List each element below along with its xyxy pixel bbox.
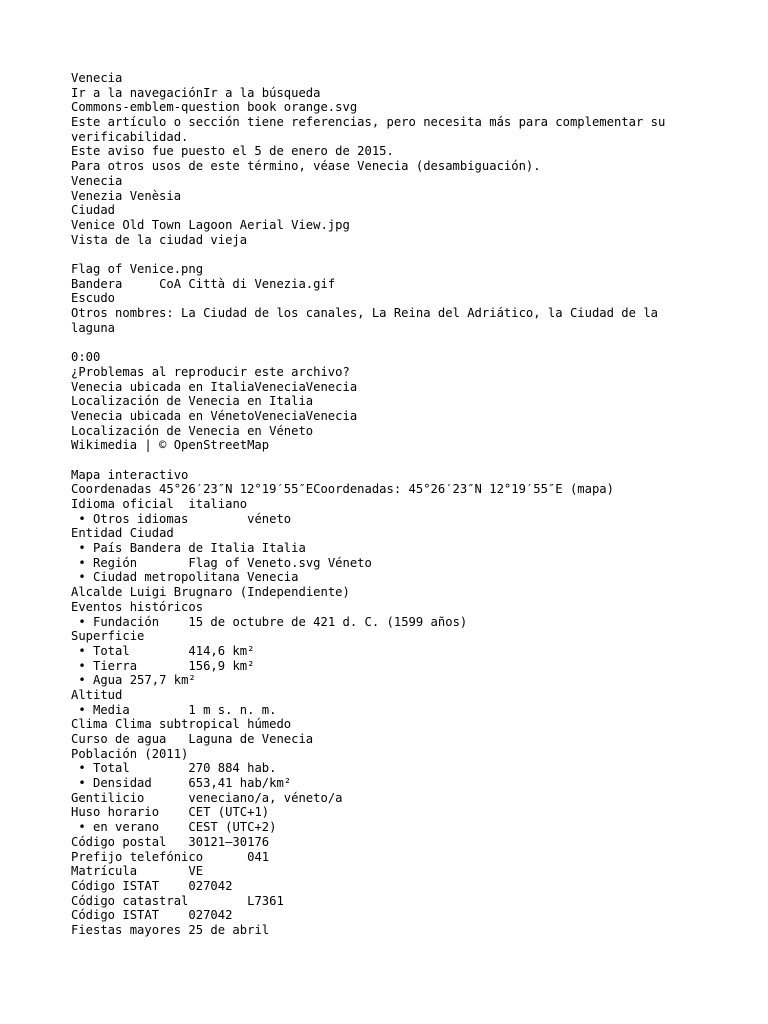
infobox-row-value: CEST (UTC+2) bbox=[188, 820, 277, 835]
infobox-row bbox=[71, 512, 768, 527]
infobox-row bbox=[71, 732, 768, 747]
infobox-row-label: Huso horario bbox=[71, 805, 160, 820]
infobox-row bbox=[71, 688, 768, 703]
infobox-row bbox=[71, 615, 768, 630]
map-attribution[interactable]: Wikimedia | © OpenStreetMap bbox=[71, 438, 270, 453]
infobox-row bbox=[71, 629, 768, 644]
infobox-row bbox=[71, 600, 768, 615]
infobox-row bbox=[71, 644, 768, 659]
infobox-row-label: • Media bbox=[71, 702, 130, 717]
notice-icon-filename: Commons-emblem-question book orange.svg bbox=[71, 100, 358, 115]
infobox-row-value: italiano bbox=[188, 497, 248, 511]
infobox-row-label: • Total bbox=[71, 643, 130, 658]
infobox-row bbox=[71, 585, 768, 600]
infobox-row-label: Alcalde bbox=[71, 585, 123, 600]
infobox-row-label: • Fundación bbox=[71, 614, 160, 629]
infobox-row-label: Gentilicio bbox=[71, 790, 145, 805]
infobox-row bbox=[71, 894, 768, 909]
infobox-row-value: Venecia bbox=[247, 570, 299, 585]
infobox-row-label: • Agua bbox=[71, 673, 123, 688]
infobox-row bbox=[71, 556, 768, 571]
infobox-row-value: 156,9 km² bbox=[188, 658, 255, 673]
infobox-row bbox=[71, 570, 768, 585]
infobox-row-label: • Región bbox=[71, 555, 138, 570]
infobox-row-label: Fiestas mayores bbox=[71, 922, 182, 937]
infobox-row-label: Entidad bbox=[71, 526, 123, 541]
other-names: Otros nombres: La Ciudad de los canales, La Reina del Adriático, la Ciudad de la laguna bbox=[71, 306, 666, 335]
infobox-row-label: Clima bbox=[71, 717, 108, 732]
infobox-row-value: véneto bbox=[247, 511, 292, 526]
infobox-row bbox=[71, 820, 768, 835]
spacer bbox=[71, 335, 768, 350]
infobox-row bbox=[71, 864, 768, 879]
infobox-row bbox=[71, 497, 768, 512]
infobox-row-value: veneciano/a, véneto/a bbox=[188, 790, 343, 805]
infobox-row-label: • en verano bbox=[71, 820, 160, 835]
skip-links[interactable]: Ir a la navegaciónIr a la búsqueda bbox=[71, 85, 321, 100]
infobox-row bbox=[71, 703, 768, 718]
infobox-row-value: 15 de octubre de 421 d. C. (1599 años) bbox=[188, 614, 468, 629]
flag-and-coa-row bbox=[71, 277, 768, 292]
infobox-row-label: • Densidad bbox=[71, 776, 152, 791]
infobox-row-value: CET (UTC+1) bbox=[188, 805, 270, 820]
infobox-row-value: L7361 bbox=[247, 893, 284, 908]
infobox-row-value: 041 bbox=[247, 849, 270, 864]
infobox-row-value: 027042 bbox=[188, 908, 233, 923]
map-veneto-caption: Localización de Venecia en Véneto bbox=[71, 423, 314, 438]
map-veneto-alt: Venecia ubicada en VénetoVeneciaVenecia bbox=[71, 408, 358, 423]
infobox-row-value: 270 884 hab. bbox=[188, 761, 277, 776]
infobox-row-value: 25 de abril bbox=[188, 922, 270, 937]
infobox-row bbox=[71, 776, 768, 791]
coa-label: Escudo bbox=[71, 291, 116, 306]
spacer bbox=[71, 247, 768, 262]
infobox-row-value: 653,41 hab/km² bbox=[188, 776, 292, 791]
infobox-row bbox=[71, 761, 768, 776]
infobox-row-value: 027042 bbox=[188, 878, 233, 893]
infobox-row bbox=[71, 659, 768, 674]
flag-filename[interactable]: Flag of Venice.png bbox=[71, 261, 204, 276]
infobox-row bbox=[71, 908, 768, 923]
infobox-row-label: • Tierra bbox=[71, 658, 138, 673]
notice-date: Este aviso fue puesto el 5 de enero de 2015. bbox=[71, 144, 394, 159]
flag-label: Bandera bbox=[71, 276, 123, 291]
infobox-row-value: Bandera de Italia Italia bbox=[129, 541, 306, 556]
infobox-row-label: Eventos históricos bbox=[71, 599, 204, 614]
infobox-row-label: Código ISTAT bbox=[71, 908, 160, 923]
infobox-row-label: Código postal bbox=[71, 834, 167, 849]
disambiguation-note[interactable]: Para otros usos de este término, véase Venecia (desambiguación). bbox=[71, 159, 541, 174]
infobox-row-value: 257,7 km² bbox=[129, 673, 196, 688]
infobox-row bbox=[71, 791, 768, 806]
infobox-row-value: Clima subtropical húmedo bbox=[115, 717, 292, 732]
infobox-row-label: Población (2011) bbox=[71, 746, 189, 761]
infobox-row-value: Luigi Brugnaro (Independiente) bbox=[129, 585, 350, 600]
infobox-local-names: Venezia Venèsia bbox=[71, 188, 182, 203]
infobox-row-label: Idioma oficial bbox=[71, 497, 174, 511]
infobox-row bbox=[71, 526, 768, 541]
infobox-row bbox=[71, 835, 768, 850]
infobox-row bbox=[71, 850, 768, 865]
coordinates[interactable]: Coordenadas 45°26′23″N 12°19′55″ECoordenadas: 45°26′23″N 12°19′55″E (mapa) bbox=[71, 482, 614, 497]
infobox-row-label: Matrícula bbox=[71, 864, 138, 879]
infobox-row-value: 1 m s. n. m. bbox=[188, 702, 277, 717]
map-italy-alt: Venecia ubicada en ItaliaVeneciaVenecia bbox=[71, 379, 358, 394]
infobox-row bbox=[71, 923, 768, 938]
infobox-row bbox=[71, 879, 768, 894]
infobox-image-caption: Vista de la ciudad vieja bbox=[71, 232, 248, 247]
infobox-rows bbox=[71, 497, 768, 938]
infobox-row-label: Curso de agua bbox=[71, 732, 167, 746]
page-title: Venecia bbox=[71, 71, 123, 85]
coa-filename[interactable]: CoA Città di Venezia.gif bbox=[159, 276, 336, 291]
infobox-image-filename[interactable]: Venice Old Town Lagoon Aerial View.jpg bbox=[71, 217, 350, 232]
infobox-row-label: Prefijo telefónico bbox=[71, 849, 204, 864]
infobox-row-value: Laguna de Venecia bbox=[188, 732, 314, 746]
audio-help-link[interactable]: ¿Problemas al reproducir este archivo? bbox=[71, 364, 350, 379]
infobox-row-label: Altitud bbox=[71, 687, 123, 702]
infobox-row bbox=[71, 717, 768, 732]
notice-message: Este artículo o sección tiene referencias, pero necesita más para complementar su verificabilidad. bbox=[71, 115, 673, 144]
infobox-row bbox=[71, 541, 768, 556]
infobox-row bbox=[71, 747, 768, 762]
infobox-row-value: VE bbox=[188, 864, 204, 879]
infobox-row-value: 414,6 km² bbox=[188, 643, 255, 658]
infobox-row-value: Flag of Veneto.svg Véneto bbox=[188, 555, 372, 570]
infobox-row-label: Código catastral bbox=[71, 893, 189, 908]
infobox-row bbox=[71, 673, 768, 688]
infobox-row-label: • Ciudad metropolitana bbox=[71, 570, 240, 585]
infobox-row-label: • Otros idiomas bbox=[71, 511, 189, 526]
infobox-row-label: Código ISTAT bbox=[71, 878, 160, 893]
infobox-row-value: Ciudad bbox=[129, 526, 174, 541]
infobox-row-value: 30121–30176 bbox=[188, 834, 270, 849]
spacer bbox=[71, 453, 768, 468]
infobox-row bbox=[71, 805, 768, 820]
infobox-name: Venecia bbox=[71, 173, 123, 188]
infobox-row-label: • Total bbox=[71, 761, 130, 776]
interactive-map-link[interactable]: Mapa interactivo bbox=[71, 467, 189, 482]
infobox-row-label: • País bbox=[71, 541, 123, 556]
infobox-type: Ciudad bbox=[71, 203, 116, 218]
map-italy-caption: Localización de Venecia en Italia bbox=[71, 394, 314, 409]
audio-time[interactable]: 0:00 bbox=[71, 350, 101, 365]
infobox-row-label: Superficie bbox=[71, 629, 145, 644]
